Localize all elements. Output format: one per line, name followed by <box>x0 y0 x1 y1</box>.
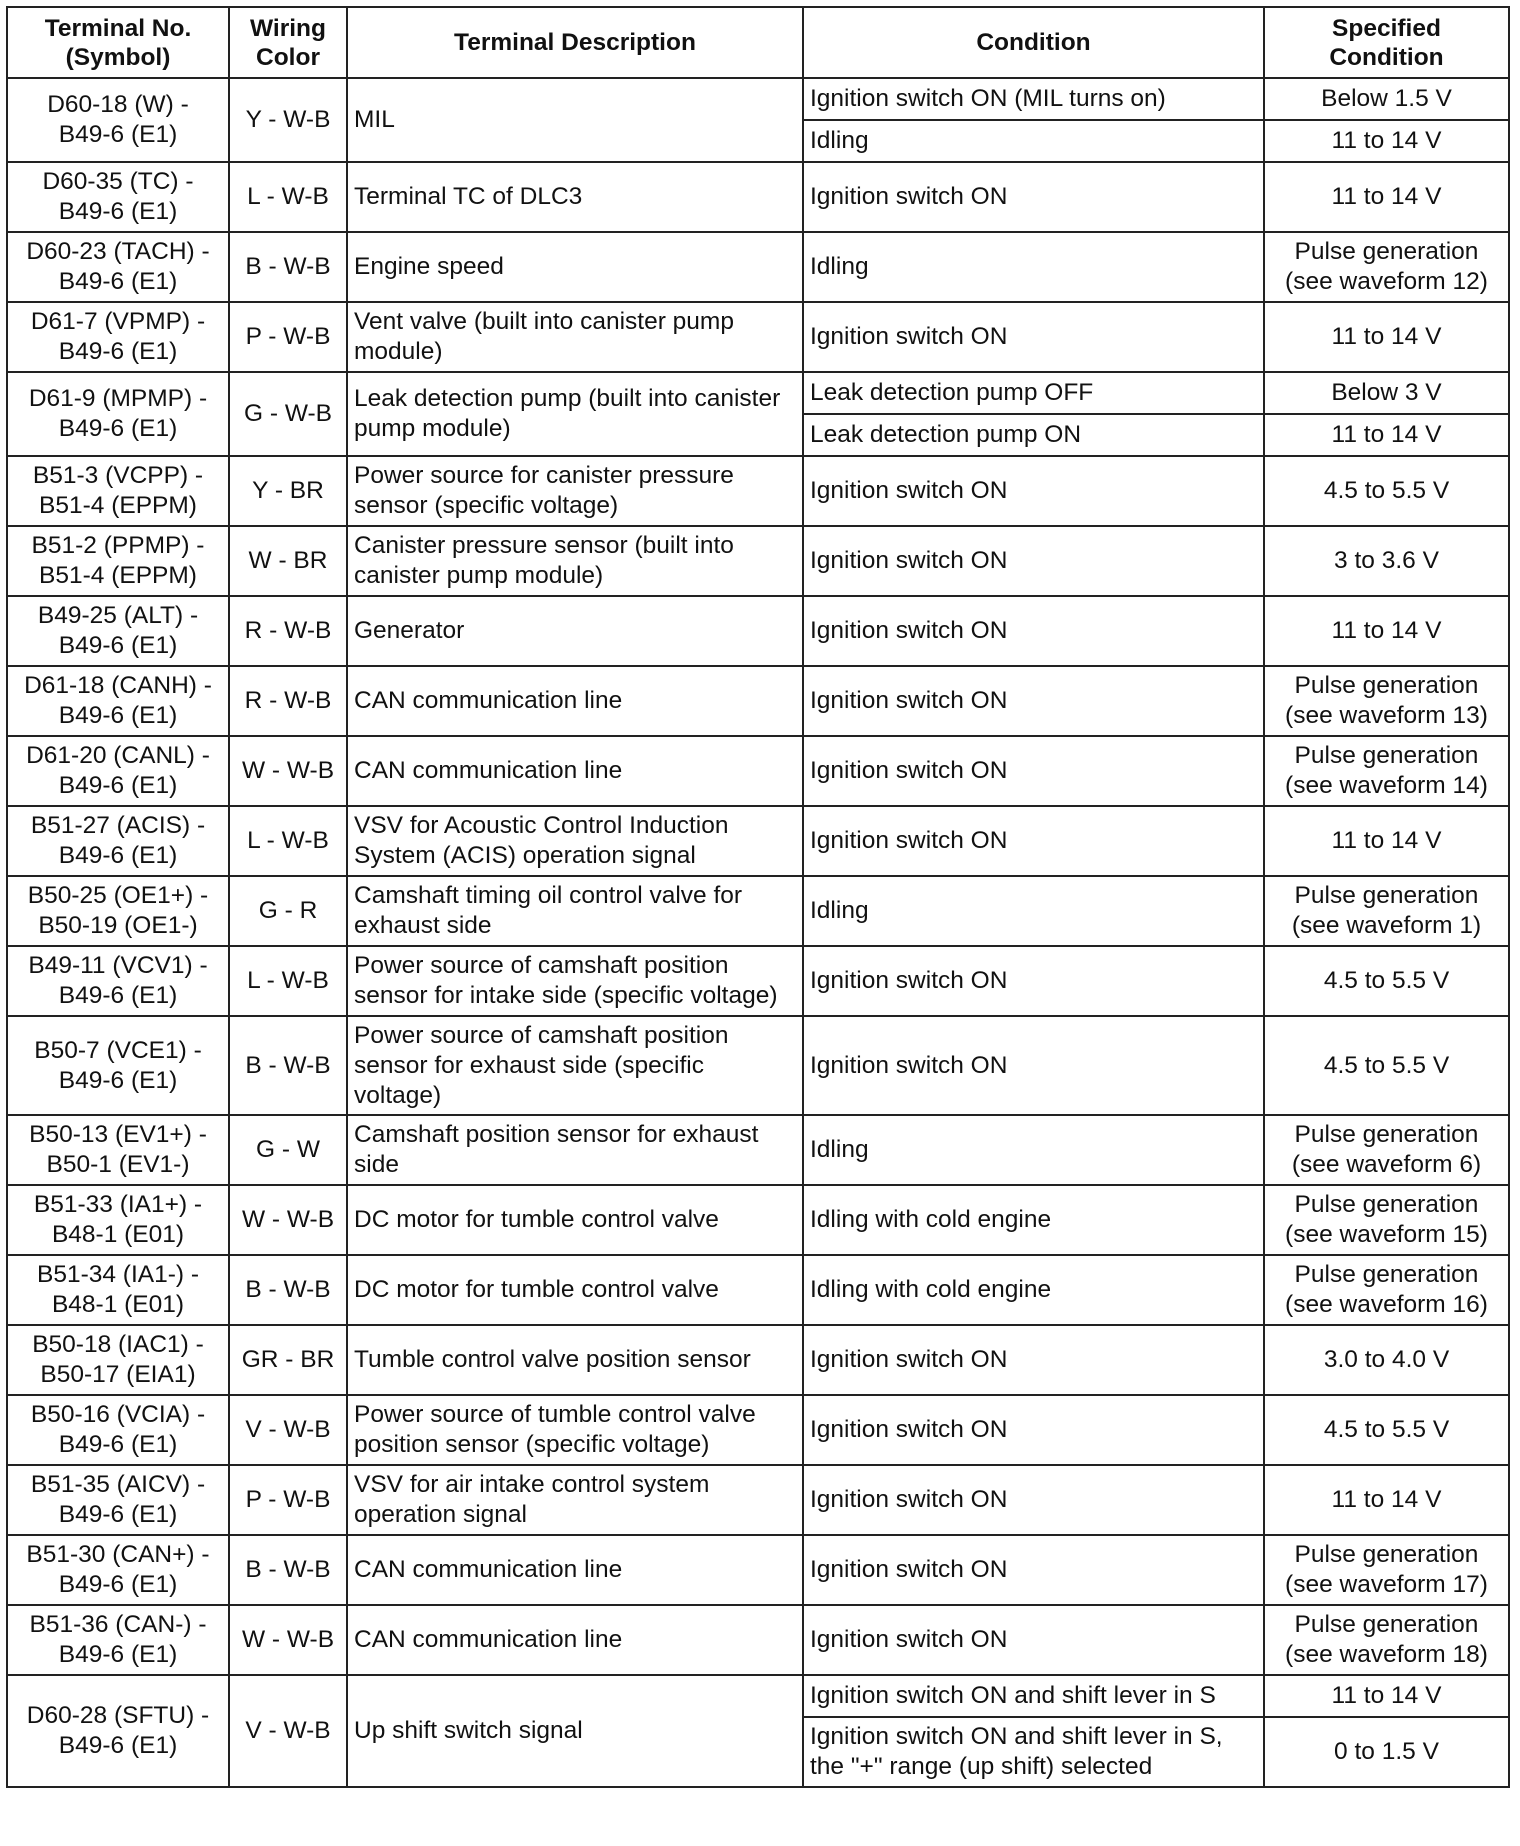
header-description: Terminal Description <box>347 7 803 78</box>
cell-condition: Idling with cold engine <box>803 1185 1264 1255</box>
cell-specified-condition: Below 3 V <box>1264 372 1509 414</box>
cell-terminal: B50-18 (IAC1) - B50-17 (EIA1) <box>7 1325 229 1395</box>
cell-condition: Ignition switch ON (MIL turns on) <box>803 78 1264 120</box>
cell-wiring-color: W - BR <box>229 526 347 596</box>
cell-wiring-color: L - W-B <box>229 162 347 232</box>
cell-specified-condition: Pulse generation (see waveform 14) <box>1264 736 1509 806</box>
cell-description: DC motor for tumble control valve <box>347 1255 803 1325</box>
cell-terminal: B51-34 (IA1-) - B48-1 (E01) <box>7 1255 229 1325</box>
cell-specified-condition: 0 to 1.5 V <box>1264 1717 1509 1787</box>
cell-description: Engine speed <box>347 232 803 302</box>
cell-terminal: D61-20 (CANL) - B49-6 (E1) <box>7 736 229 806</box>
cell-specified-condition: 11 to 14 V <box>1264 1465 1509 1535</box>
cell-condition: Idling <box>803 1115 1264 1185</box>
cell-wiring-color: R - W-B <box>229 596 347 666</box>
cell-terminal: B51-33 (IA1+) - B48-1 (E01) <box>7 1185 229 1255</box>
cell-wiring-color: GR - BR <box>229 1325 347 1395</box>
cell-condition: Ignition switch ON <box>803 806 1264 876</box>
cell-terminal: D61-7 (VPMP) - B49-6 (E1) <box>7 302 229 372</box>
cell-specified-condition: Pulse generation (see waveform 16) <box>1264 1255 1509 1325</box>
cell-description: Camshaft timing oil control valve for exhaust side <box>347 876 803 946</box>
cell-specified-condition: Pulse generation (see waveform 13) <box>1264 666 1509 736</box>
table-row <box>7 232 1509 302</box>
table-row <box>7 1255 1509 1325</box>
cell-specified-condition: 11 to 14 V <box>1264 806 1509 876</box>
table-row <box>7 78 1509 120</box>
cell-terminal: B50-25 (OE1+) - B50-19 (OE1-) <box>7 876 229 946</box>
cell-wiring-color: L - W-B <box>229 946 347 1016</box>
cell-condition: Ignition switch ON <box>803 596 1264 666</box>
cell-specified-condition: 4.5 to 5.5 V <box>1264 1016 1509 1115</box>
cell-terminal: D60-18 (W) - B49-6 (E1) <box>7 78 229 162</box>
table-row <box>7 806 1509 876</box>
cell-terminal: B49-11 (VCV1) - B49-6 (E1) <box>7 946 229 1016</box>
cell-wiring-color: W - W-B <box>229 1185 347 1255</box>
cell-description: Terminal TC of DLC3 <box>347 162 803 232</box>
header-terminal: Terminal No. (Symbol) <box>7 7 229 78</box>
cell-description: Power source of tumble control valve position sensor (specific voltage) <box>347 1395 803 1465</box>
cell-specified-condition: Pulse generation (see waveform 12) <box>1264 232 1509 302</box>
cell-condition: Idling with cold engine <box>803 1255 1264 1325</box>
cell-description: Vent valve (built into canister pump module) <box>347 302 803 372</box>
cell-terminal: B51-2 (PPMP) - B51-4 (EPPM) <box>7 526 229 596</box>
cell-specified-condition: 11 to 14 V <box>1264 302 1509 372</box>
cell-wiring-color: V - W-B <box>229 1675 347 1787</box>
cell-terminal: B51-36 (CAN-) - B49-6 (E1) <box>7 1605 229 1675</box>
cell-condition: Ignition switch ON <box>803 526 1264 596</box>
cell-description: Generator <box>347 596 803 666</box>
cell-condition: Ignition switch ON <box>803 1016 1264 1115</box>
cell-condition: Leak detection pump OFF <box>803 372 1264 414</box>
cell-description: VSV for air intake control system operation signal <box>347 1465 803 1535</box>
cell-specified-condition: 11 to 14 V <box>1264 414 1509 456</box>
header-condition: Condition <box>803 7 1264 78</box>
cell-terminal: D61-9 (MPMP) - B49-6 (E1) <box>7 372 229 456</box>
header-wiring-color: Wiring Color <box>229 7 347 78</box>
table-row <box>7 876 1509 946</box>
table-row <box>7 1115 1509 1185</box>
cell-specified-condition: Pulse generation (see waveform 18) <box>1264 1605 1509 1675</box>
cell-condition: Ignition switch ON <box>803 1605 1264 1675</box>
table-body <box>7 78 1509 1787</box>
cell-condition: Ignition switch ON and shift lever in S <box>803 1675 1264 1717</box>
cell-condition: Ignition switch ON and shift lever in S, the "+" range (up shift) selected <box>803 1717 1264 1787</box>
cell-wiring-color: B - W-B <box>229 1535 347 1605</box>
cell-wiring-color: G - W-B <box>229 372 347 456</box>
cell-condition: Ignition switch ON <box>803 302 1264 372</box>
cell-specified-condition: 11 to 14 V <box>1264 120 1509 162</box>
cell-specified-condition: 4.5 to 5.5 V <box>1264 456 1509 526</box>
cell-description: Up shift switch signal <box>347 1675 803 1787</box>
cell-terminal: B50-13 (EV1+) - B50-1 (EV1-) <box>7 1115 229 1185</box>
cell-wiring-color: R - W-B <box>229 666 347 736</box>
cell-condition: Ignition switch ON <box>803 1325 1264 1395</box>
terminal-table <box>6 6 1510 1788</box>
cell-wiring-color: B - W-B <box>229 1255 347 1325</box>
cell-condition: Idling <box>803 232 1264 302</box>
cell-terminal: B51-3 (VCPP) - B51-4 (EPPM) <box>7 456 229 526</box>
cell-condition: Leak detection pump ON <box>803 414 1264 456</box>
cell-description: Canister pressure sensor (built into canister pump module) <box>347 526 803 596</box>
cell-terminal: B50-7 (VCE1) - B49-6 (E1) <box>7 1016 229 1115</box>
cell-specified-condition: 3 to 3.6 V <box>1264 526 1509 596</box>
cell-condition: Ignition switch ON <box>803 666 1264 736</box>
cell-condition: Ignition switch ON <box>803 946 1264 1016</box>
cell-specified-condition: 4.5 to 5.5 V <box>1264 1395 1509 1465</box>
cell-terminal: B51-35 (AICV) - B49-6 (E1) <box>7 1465 229 1535</box>
cell-specified-condition: 4.5 to 5.5 V <box>1264 946 1509 1016</box>
table-row <box>7 1675 1509 1717</box>
cell-description: Camshaft position sensor for exhaust side <box>347 1115 803 1185</box>
header-specified: Specified Condition <box>1264 7 1509 78</box>
cell-condition: Ignition switch ON <box>803 1465 1264 1535</box>
cell-description: CAN communication line <box>347 736 803 806</box>
cell-description: CAN communication line <box>347 666 803 736</box>
cell-description: DC motor for tumble control valve <box>347 1185 803 1255</box>
cell-terminal: D60-23 (TACH) - B49-6 (E1) <box>7 232 229 302</box>
cell-terminal: D61-18 (CANH) - B49-6 (E1) <box>7 666 229 736</box>
cell-description: Power source of camshaft position sensor for intake side (specific voltage) <box>347 946 803 1016</box>
table-row <box>7 946 1509 1016</box>
cell-specified-condition: Pulse generation (see waveform 17) <box>1264 1535 1509 1605</box>
cell-specified-condition: 3.0 to 4.0 V <box>1264 1325 1509 1395</box>
table-row <box>7 666 1509 736</box>
cell-wiring-color: B - W-B <box>229 1016 347 1115</box>
cell-specified-condition: 11 to 14 V <box>1264 162 1509 232</box>
table-header <box>7 7 1509 78</box>
table-row <box>7 162 1509 232</box>
table-row <box>7 1465 1509 1535</box>
cell-terminal: D60-35 (TC) - B49-6 (E1) <box>7 162 229 232</box>
table-row <box>7 1185 1509 1255</box>
cell-wiring-color: V - W-B <box>229 1395 347 1465</box>
cell-specified-condition: 11 to 14 V <box>1264 596 1509 666</box>
table-row <box>7 526 1509 596</box>
cell-wiring-color: P - W-B <box>229 302 347 372</box>
table-row <box>7 1395 1509 1465</box>
cell-specified-condition: Pulse generation (see waveform 6) <box>1264 1115 1509 1185</box>
cell-description: Power source for canister pressure sensor (specific voltage) <box>347 456 803 526</box>
cell-description: CAN communication line <box>347 1605 803 1675</box>
cell-wiring-color: W - W-B <box>229 736 347 806</box>
cell-condition: Ignition switch ON <box>803 736 1264 806</box>
cell-terminal: B49-25 (ALT) - B49-6 (E1) <box>7 596 229 666</box>
cell-condition: Ignition switch ON <box>803 1395 1264 1465</box>
cell-specified-condition: Below 1.5 V <box>1264 78 1509 120</box>
cell-terminal: B51-30 (CAN+) - B49-6 (E1) <box>7 1535 229 1605</box>
cell-description: MIL <box>347 78 803 162</box>
cell-wiring-color: L - W-B <box>229 806 347 876</box>
cell-description: Leak detection pump (built into canister pump module) <box>347 372 803 456</box>
header-row <box>7 7 1509 78</box>
table-row <box>7 302 1509 372</box>
cell-wiring-color: G - W <box>229 1115 347 1185</box>
cell-condition: Ignition switch ON <box>803 456 1264 526</box>
cell-specified-condition: 11 to 14 V <box>1264 1675 1509 1717</box>
cell-wiring-color: P - W-B <box>229 1465 347 1535</box>
cell-wiring-color: Y - BR <box>229 456 347 526</box>
cell-wiring-color: W - W-B <box>229 1605 347 1675</box>
table-row <box>7 456 1509 526</box>
cell-condition: Ignition switch ON <box>803 162 1264 232</box>
cell-specified-condition: Pulse generation (see waveform 1) <box>1264 876 1509 946</box>
cell-condition: Ignition switch ON <box>803 1535 1264 1605</box>
table-row <box>7 1325 1509 1395</box>
cell-condition: Idling <box>803 120 1264 162</box>
table-row <box>7 596 1509 666</box>
cell-description: VSV for Acoustic Control Induction System (ACIS) operation signal <box>347 806 803 876</box>
table-row <box>7 1605 1509 1675</box>
cell-wiring-color: B - W-B <box>229 232 347 302</box>
cell-terminal: B51-27 (ACIS) - B49-6 (E1) <box>7 806 229 876</box>
cell-wiring-color: Y - W-B <box>229 78 347 162</box>
cell-terminal: D60-28 (SFTU) - B49-6 (E1) <box>7 1675 229 1787</box>
table-row <box>7 736 1509 806</box>
table-row <box>7 1535 1509 1605</box>
cell-description: CAN communication line <box>347 1535 803 1605</box>
cell-description: Power source of camshaft position sensor for exhaust side (specific voltage) <box>347 1016 803 1115</box>
cell-specified-condition: Pulse generation (see waveform 15) <box>1264 1185 1509 1255</box>
table-row <box>7 1016 1509 1115</box>
cell-terminal: B50-16 (VCIA) - B49-6 (E1) <box>7 1395 229 1465</box>
table-row <box>7 372 1509 414</box>
cell-description: Tumble control valve position sensor <box>347 1325 803 1395</box>
cell-wiring-color: G - R <box>229 876 347 946</box>
cell-condition: Idling <box>803 876 1264 946</box>
